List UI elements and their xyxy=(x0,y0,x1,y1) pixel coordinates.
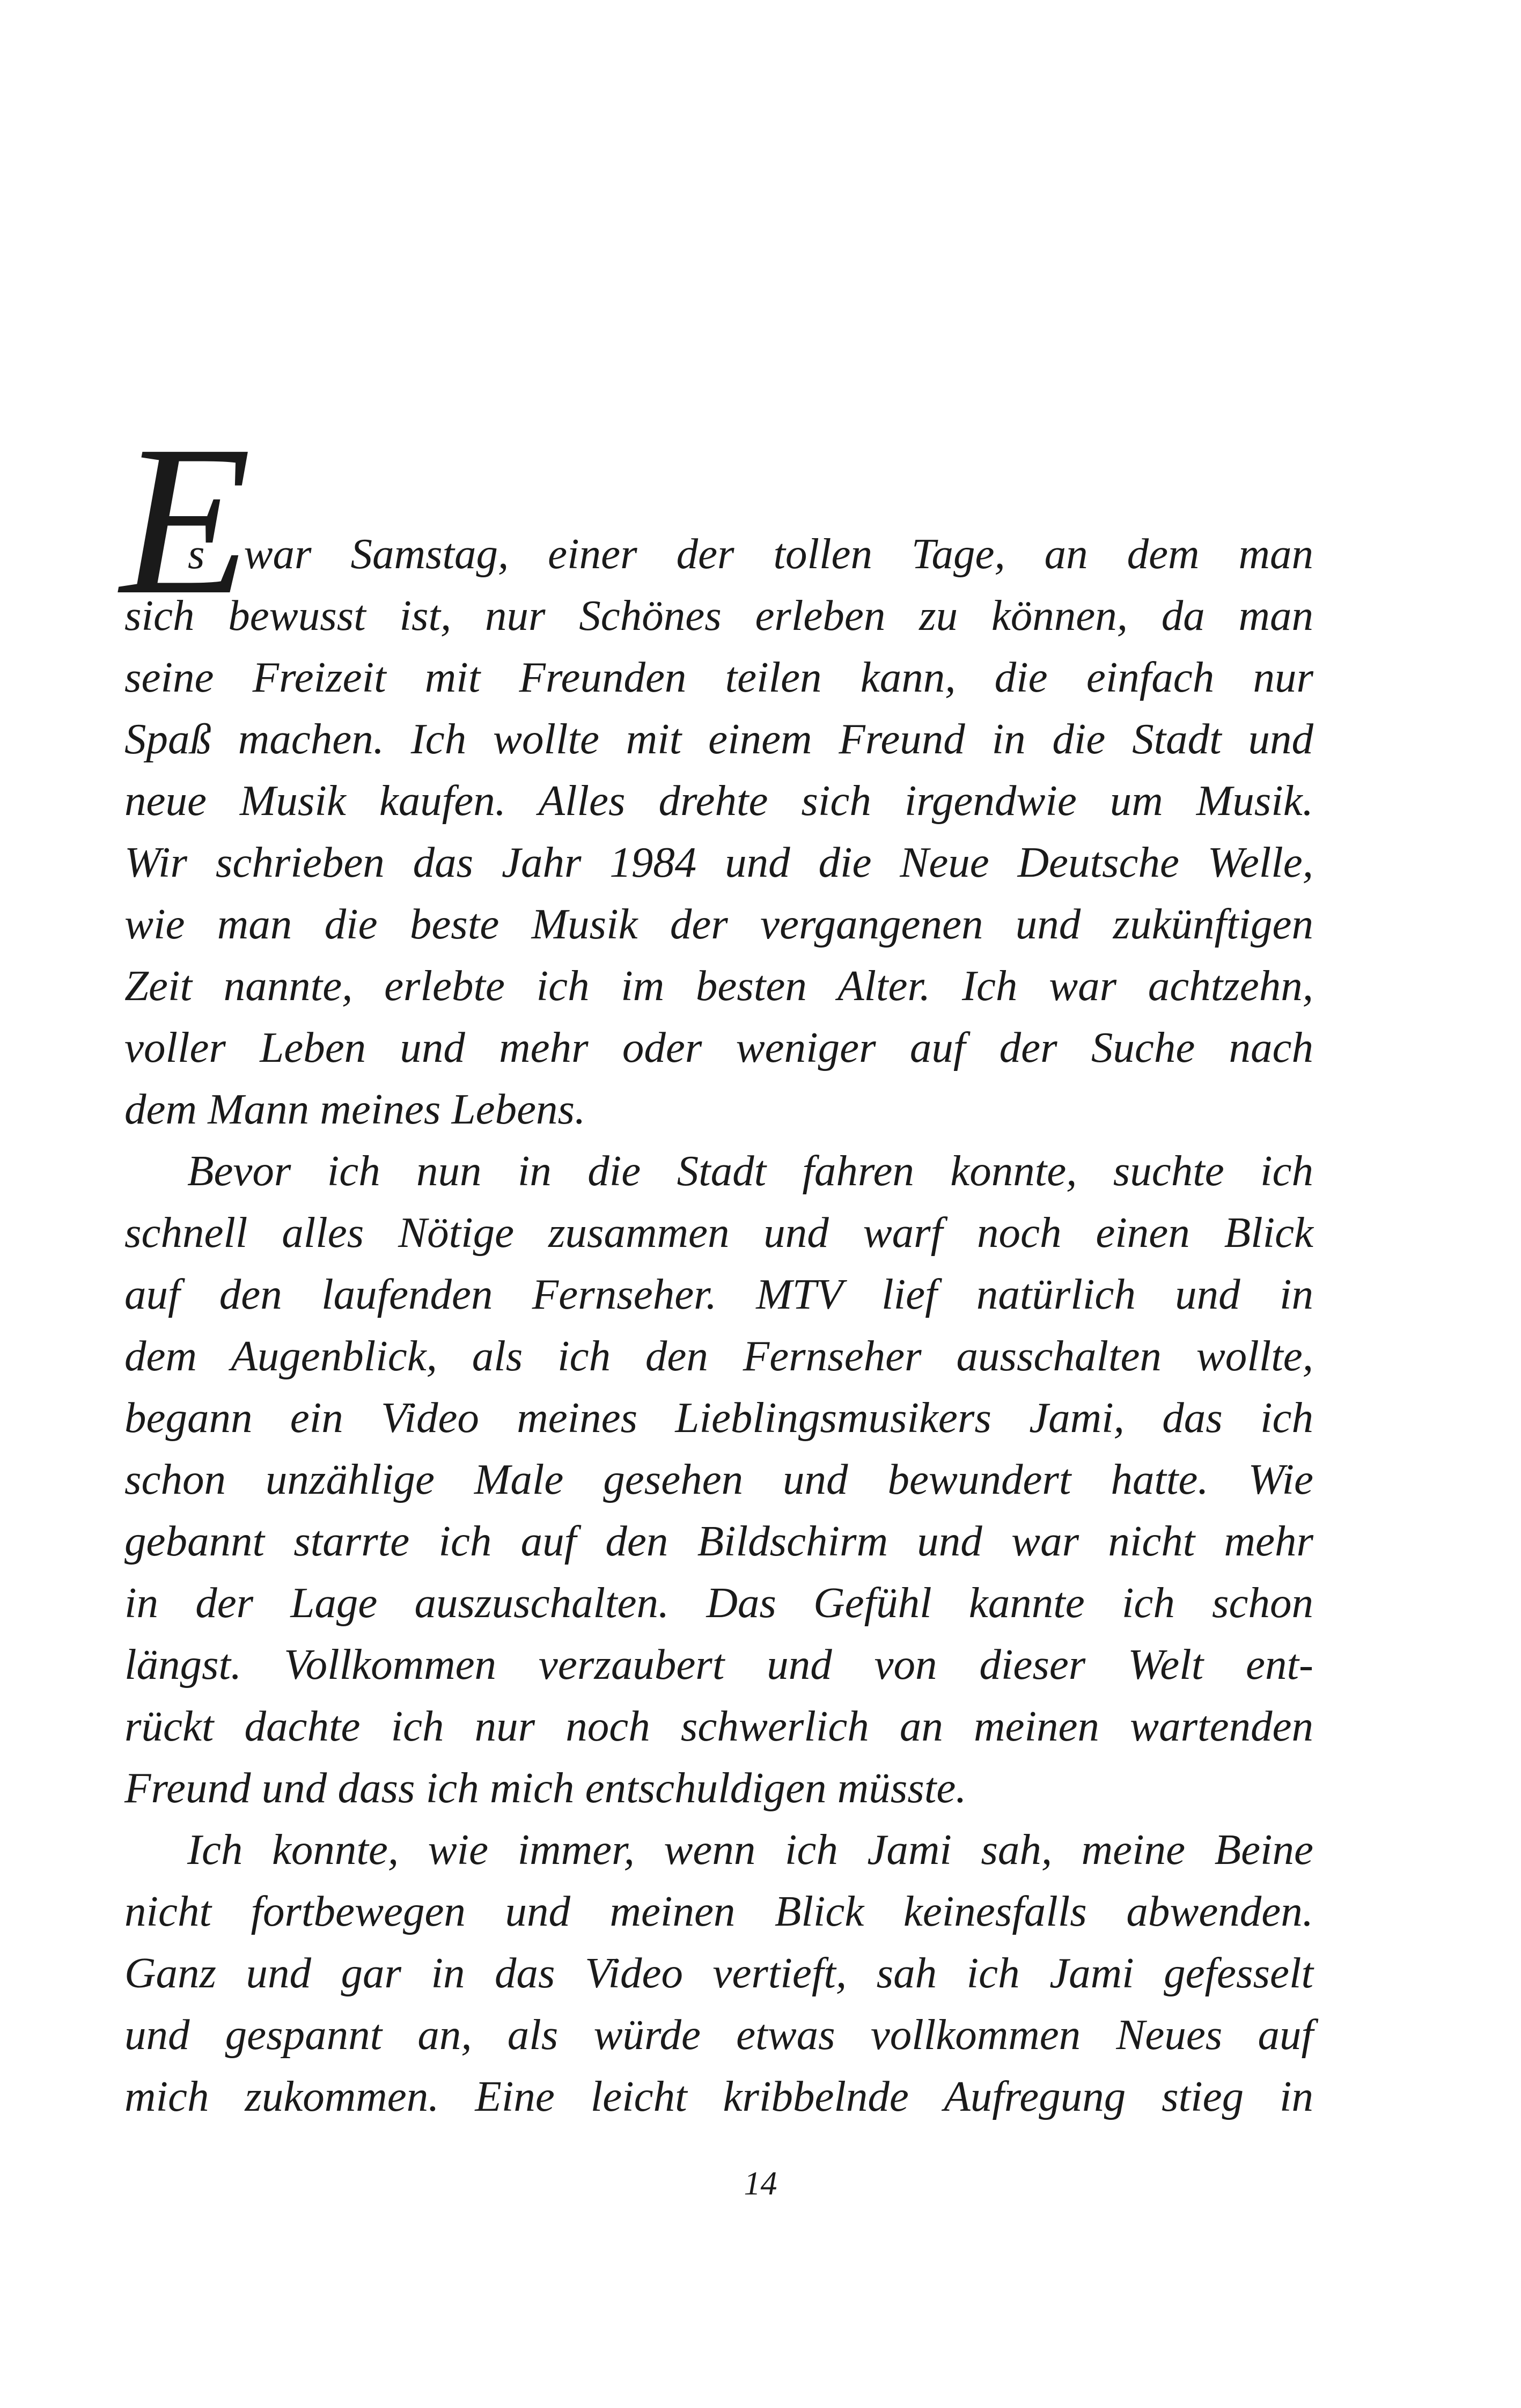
text-line: schnell alles Nötige zusammen und warf noch einen Blick xyxy=(124,1208,1313,1257)
text-line: Bevor ich nun in die Stadt fahren konnte, suchte ich xyxy=(187,1147,1313,1195)
text-line: schon unzählige Male gesehen und bewundert hatte. Wie xyxy=(124,1455,1313,1503)
text-line: Zeit nannte, erlebte ich im besten Alter. Ich war achtzehn, xyxy=(124,961,1313,1010)
page-number: 14 xyxy=(744,2165,777,2202)
text-line: s war Samstag, einer der tollen Tage, an dem man xyxy=(188,530,1313,578)
text-line: rückt dachte ich nur noch schwerlich an meinen wartenden xyxy=(124,1702,1313,1750)
text-line: begann ein Video meines Lieblingsmusikers Jami, das ich xyxy=(124,1393,1313,1442)
text-line: seine Freizeit mit Freunden teilen kann, die einfach nur xyxy=(124,653,1313,701)
text-line: längst. Vollkommen verzaubert und von dieser Welt ent- xyxy=(124,1640,1313,1688)
text-line: dem Augenblick, als ich den Fernseher ausschalten wollte, xyxy=(124,1332,1313,1380)
text-line: neue Musik kaufen. Alles drehte sich irgendwie um Musik. xyxy=(124,776,1313,825)
text-line: Freund und dass ich mich entschuldigen müsste. xyxy=(124,1764,967,1812)
body-text xyxy=(124,523,1313,2127)
text-line: nicht fortbewegen und meinen Blick keinesfalls abwenden. xyxy=(124,1887,1313,1935)
text-line: Ich konnte, wie immer, wenn ich Jami sah, meine Beine xyxy=(187,1825,1313,1874)
text-line: wie man die beste Musik der vergangenen und zukünftigen xyxy=(124,900,1313,948)
text-line: in der Lage auszuschalten. Das Gefühl kannte ich schon xyxy=(124,1579,1313,1627)
text-line: Wir schrieben das Jahr 1984 und die Neue Deutsche Welle, xyxy=(124,838,1313,886)
text-line: voller Leben und mehr oder weniger auf der Suche nach xyxy=(124,1023,1313,1071)
text-line: dem Mann meines Lebens. xyxy=(124,1085,586,1133)
drop-cap: E xyxy=(120,401,252,639)
text-line: Spaß machen. Ich wollte mit einem Freund in die Stadt und xyxy=(124,715,1313,763)
text-line: auf den laufenden Fernseher. MTV lief natürlich und in xyxy=(124,1270,1313,1318)
text-line: sich bewusst ist, nur Schönes erleben zu können, da man xyxy=(124,591,1313,640)
text-line: gebannt starrte ich auf den Bildschirm und war nicht mehr xyxy=(124,1517,1313,1565)
text-line: Ganz und gar in das Video vertieft, sah ich Jami gefesselt xyxy=(124,1949,1313,1997)
text-line: mich zukommen. Eine leicht kribbelnde Aufregung stieg in xyxy=(124,2072,1313,2120)
text-line: und gespannt an, als würde etwas vollkommen Neues auf xyxy=(124,2010,1313,2059)
